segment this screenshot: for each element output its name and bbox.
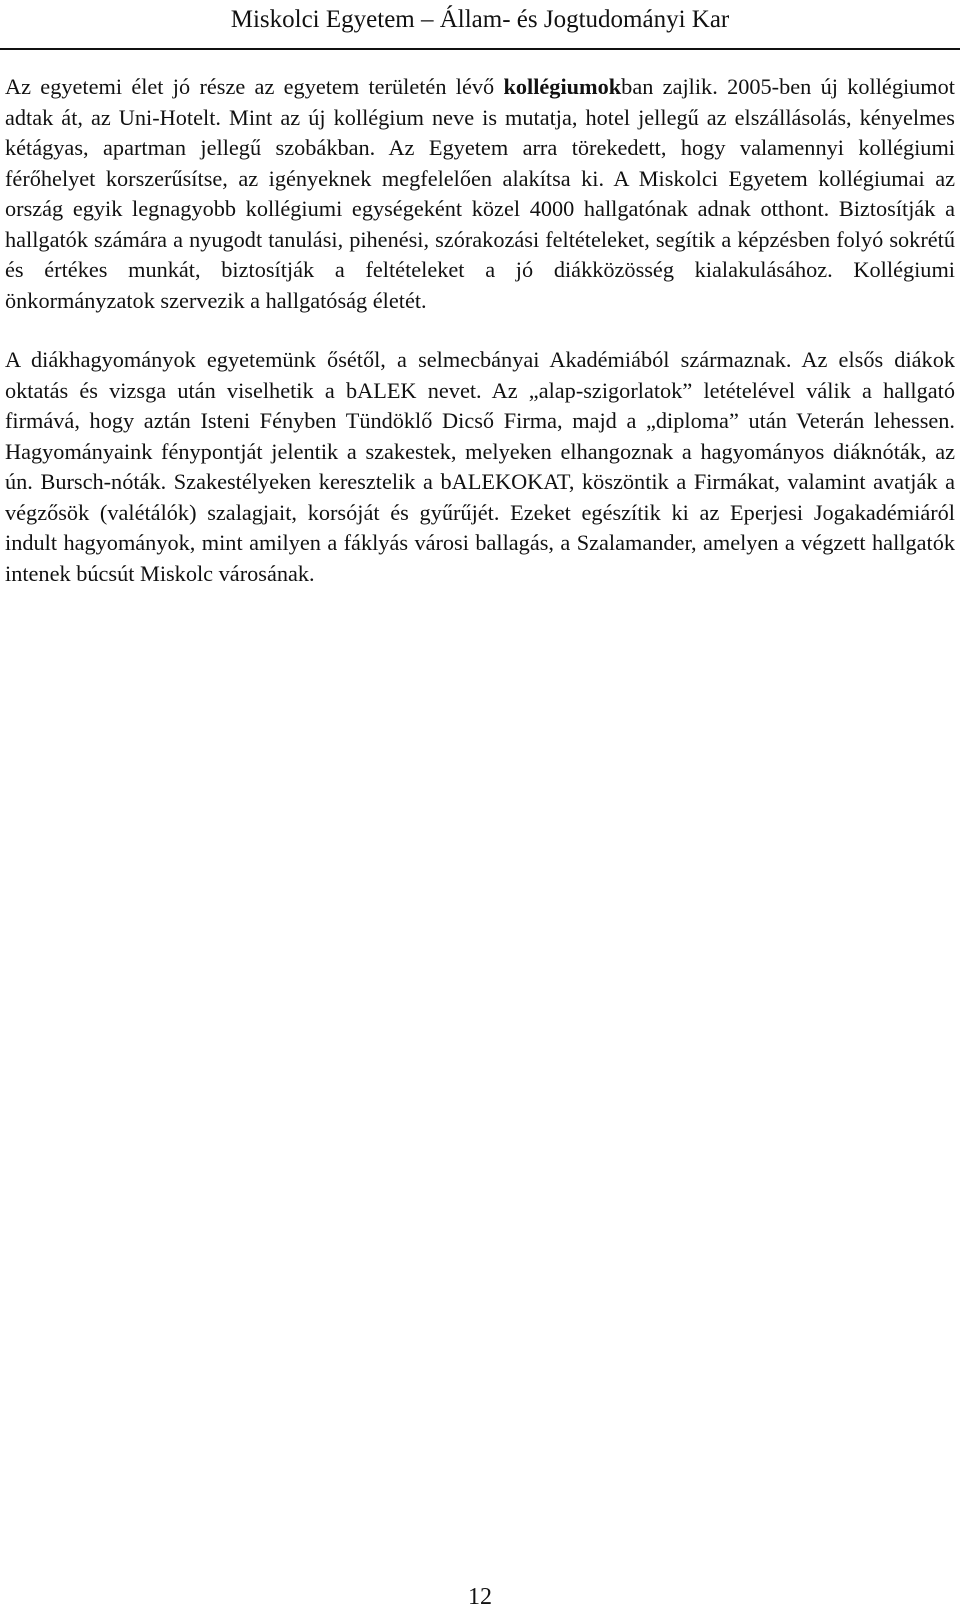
running-header: Miskolci Egyetem – Állam- és Jogtudományi Kar (230, 6, 730, 33)
paragraph-dormitories-start: Az egyetemi élet jó része az egyetem területén lévő (5, 74, 504, 99)
page-number: 12 (468, 1584, 492, 1610)
paragraph-traditions: A diákhagyományok egyetemünk ősétől, a selmecbányai Akadémiából származnak. Az elsős diákok oktatás és vizsga után viselhetik a bALEK nevet. Az „alap-szigorlatok” letételével válik a hallgató firmává, hogy aztán Isteni Fényben Tündöklő Dicső Firma, majd a „diploma” után Veterán lehessen. Hagyományaink fénypontját jelentik a szakestek, melyeken elhangoznak a hagyományos diáknóták, az ún. Bursch-nóták. Szakestélyeken keresztelik a bALEKOKAT, köszöntik a Firmákat, valamint avatják a végzősök (valétálók) szalagjait, korsóját és gyűrűjét. Ezeket egészítik ki az Eperjesi Jogakadémiáról indult hagyományok, mint amilyen a fáklyás városi ballagás, a Szalamander, amelyen a végzett hallgatók intenek búcsút Miskolc városának. (5, 347, 955, 586)
keyword-kollegiumok: kollégiumok (503, 74, 622, 99)
header-rule (0, 48, 960, 50)
body-text (5, 72, 955, 589)
paragraph-dormitories (5, 72, 955, 316)
paragraph-dormitories-rest: ban zajlik. 2005-ben új kollégiumot adtak át, az Uni-Hotelt. Mint az új kollégium neve is mutatja, hotel jellegű az elszállásolás, kényelmes kétágyas, apartman jellegű szobákban. Az Egyetem arra törekedett, hogy valamennyi kollégiumi férőhelyet korszerűsítse, az igényeknek megfelelően alakítsa ki. A Miskolci Egyetem kollégiumai az ország egyik legnagyobb kollégiumi egységeként közel 4000 hallgatónak adnak otthont. Biztosítják a hallgatók számára a nyugodt tanulási, pihenési, szórakozási feltételeket, segítik a képzésben folyó sokrétű és értékes munkát, biztosítják a feltételeket a jó diákközösség kialakulásához. Kollégiumi önkormányzatok szervezik a hallgatóság életét. (5, 74, 955, 313)
